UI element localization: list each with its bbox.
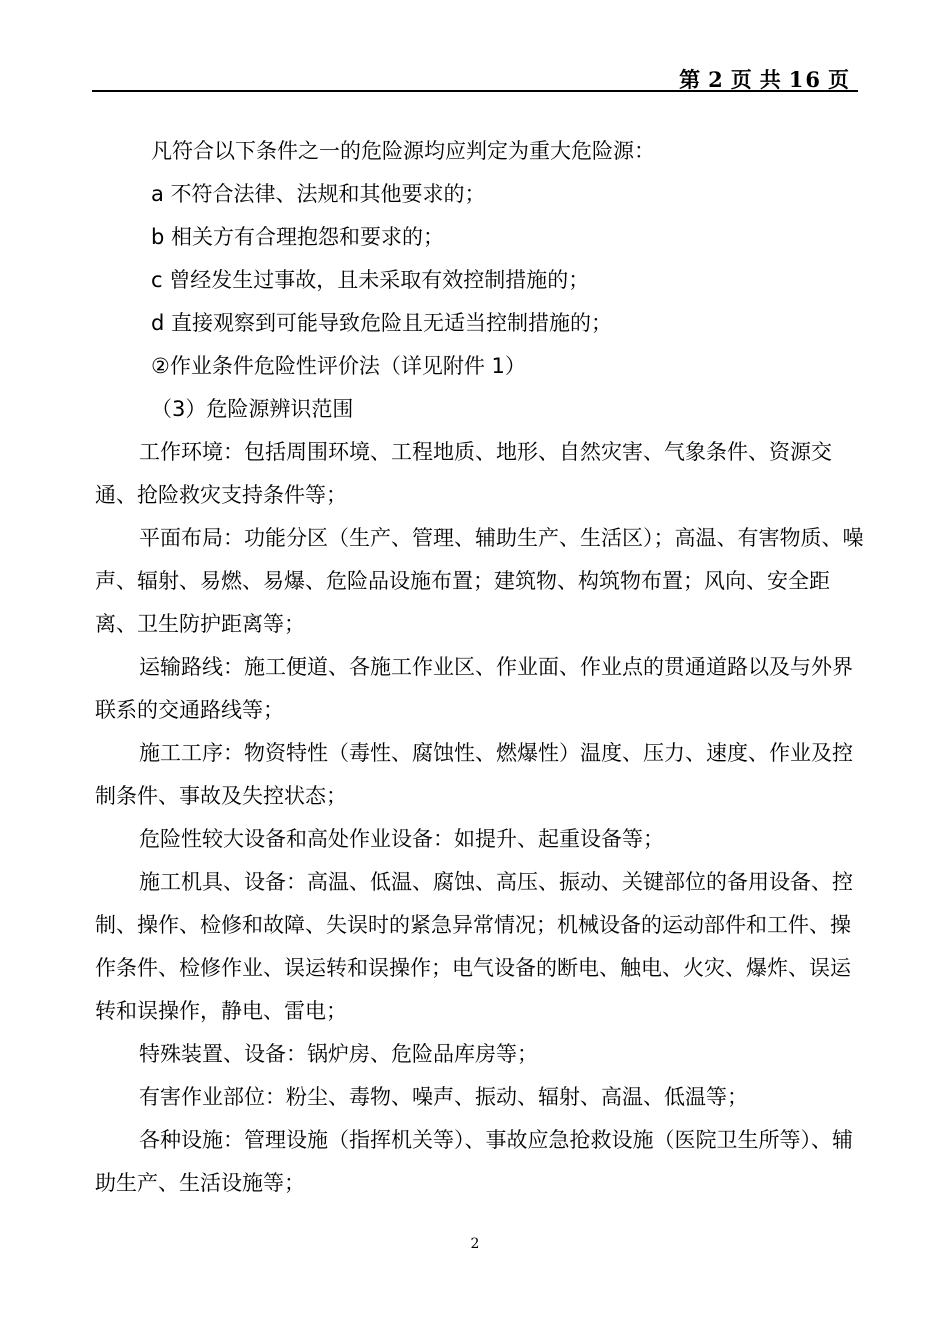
paragraph: b 相关方有合理抱怨和要求的；	[151, 225, 445, 249]
paragraph: ②作业条件危险性评价法（详见附件 1）	[151, 354, 526, 378]
page-indicator-di: 第	[679, 67, 703, 92]
paragraph: 有害作业部位：粉尘、毒物、噪声、振动、辐射、高温、低温等；	[139, 1085, 748, 1109]
current-page-number: 2	[708, 67, 725, 92]
paragraph: 运输路线：施工便道、各施工作业区、作业面、作业点的贯通道路以及与外界联系的交通路线等；	[95, 655, 853, 722]
paragraph: d 直接观察到可能导致危险且无适当控制措施的；	[151, 311, 613, 335]
paragraph: a 不符合法律、法规和其他要求的；	[151, 182, 486, 206]
page-indicator	[676, 64, 854, 94]
paragraph: c 曾经发生过事故，且未采取有效控制措施的；	[151, 268, 590, 292]
paragraph: 施工机具、设备：高温、低温、腐蚀、高压、振动、关键部位的备用设备、控制、操作、检修和故障、失误时的紧急异常情况；机械设备的运动部件和工件、操作条件、检修作业、误运转和误操作；电气设备的断电、触电、火灾、爆炸、误运转和误操作，静电、雷电；	[95, 870, 853, 1023]
page-indicator-ye2: 页	[828, 67, 851, 92]
page-footer	[0, 1236, 950, 1252]
paragraph: 施工工序：物资特性（毒性、腐蚀性、燃爆性）温度、压力、速度、作业及控制条件、事故及失控状态；	[95, 741, 853, 808]
page-header	[92, 62, 858, 92]
paragraph: 凡符合以下条件之一的危险源均应判定为重大危险源：	[151, 139, 655, 163]
footer-page-number: 2	[470, 1236, 480, 1252]
total-pages-number: 16	[788, 67, 822, 92]
paragraph: （3）危险源辨识范围	[151, 397, 354, 421]
paragraph: 危险性较大设备和高处作业设备：如提升、起重设备等；	[139, 827, 664, 851]
paragraph: 特殊装置、设备：锅炉房、危险品库房等；	[139, 1042, 538, 1066]
paragraph: 平面布局：功能分区（生产、管理、辅助生产、生活区）；高温、有害物质、噪声、辐射、易燃、易爆、危险品设施布置；建筑物、构筑物布置；风向、安全距离、卫生防护距离等；	[95, 526, 864, 636]
paragraph: 各种设施：管理设施（指挥机关等）、事故应急抢救设施（医院卫生所等）、辅助生产、生活设施等；	[95, 1128, 853, 1195]
document-body	[95, 130, 865, 1205]
page-indicator-gong: 共	[759, 67, 783, 92]
paragraph: 工作环境：包括周围环境、工程地质、地形、自然灾害、气象条件、资源交通、抢险救灾支持条件等；	[95, 440, 832, 507]
page-indicator-ye: 页	[730, 67, 754, 92]
